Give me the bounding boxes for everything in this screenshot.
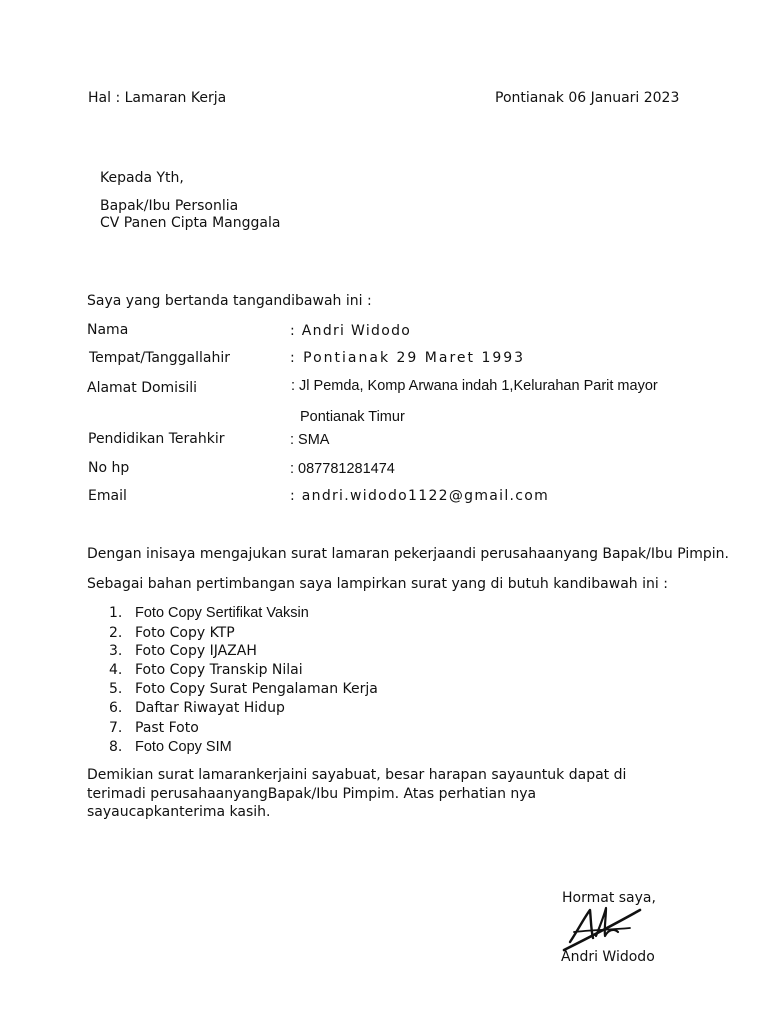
body-paragraph-1: Dengan inisaya mengajukan surat lamaran pekerjaandi perusahaanyang Bapak/Ibu Pimpin.	[87, 546, 729, 562]
body-paragraph-2: Sebagai bahan pertimbangan saya lampirkan surat yang di butuh kandibawah ini :	[87, 576, 668, 592]
list-number: 4.	[109, 662, 123, 678]
list-number: 2.	[109, 625, 123, 641]
list-item	[109, 642, 257, 660]
education-value: : SMA	[290, 432, 330, 448]
birth-value: : Pontianak 29 Maret 1993	[290, 350, 526, 366]
list-item	[109, 624, 235, 642]
list-item	[109, 661, 303, 679]
list-number: 5.	[109, 681, 123, 697]
name-value: : Andri Widodo	[290, 323, 412, 339]
list-item	[109, 699, 285, 717]
name-label: Nama	[87, 322, 129, 338]
list-text: Foto Copy Transkip Nilai	[135, 662, 303, 678]
subject-line: Hal : Lamaran Kerja	[88, 90, 227, 106]
list-number: 3.	[109, 643, 123, 659]
list-text: Daftar Riwayat Hidup	[135, 700, 285, 716]
email-value: : andri.widodo1122@gmail.com	[290, 488, 550, 504]
recipient-line-2: CV Panen Cipta Manggala	[100, 215, 281, 231]
handwritten-signature	[560, 896, 650, 956]
list-text: Past Foto	[135, 720, 199, 736]
place-date: Pontianak 06 Januari 2023	[495, 90, 680, 106]
list-text: Foto Copy KTP	[135, 625, 235, 641]
list-number: 6.	[109, 700, 123, 716]
address-value-line-1: : Jl Pemda, Komp Arwana indah 1,Kelurahan Parit mayor	[291, 378, 658, 394]
list-text: Foto Copy Sertifikat Vaksin	[135, 605, 309, 621]
list-text: Foto Copy SIM	[135, 739, 232, 755]
recipient-line-1: Bapak/Ibu Personlia	[100, 198, 239, 214]
list-number: 7.	[109, 720, 123, 736]
list-text: Foto Copy IJAZAH	[135, 643, 257, 659]
signer-name: Andri Widodo	[561, 949, 655, 965]
closing-line-3: sayaucapkanterima kasih.	[87, 804, 271, 820]
education-label: Pendidikan Terahkir	[88, 431, 225, 447]
list-number: 1.	[109, 605, 123, 621]
list-item	[109, 604, 309, 622]
email-label: Email	[88, 488, 127, 504]
intro-text: Saya yang bertanda tangandibawah ini :	[87, 293, 372, 309]
phone-value: : 087781281474	[290, 461, 395, 477]
list-text: Foto Copy Surat Pengalaman Kerja	[135, 681, 378, 697]
regards-text: Hormat saya,	[562, 890, 656, 906]
list-item	[109, 680, 378, 698]
list-item	[109, 719, 199, 737]
address-value-line-2: Pontianak Timur	[300, 409, 405, 425]
address-label: Alamat Domisili	[87, 380, 198, 396]
list-item	[109, 738, 232, 756]
birth-label: Tempat/Tanggallahir	[89, 350, 231, 366]
list-number: 8.	[109, 739, 123, 755]
recipient-greeting: Kepada Yth,	[100, 170, 184, 186]
phone-label: No hp	[88, 460, 130, 476]
closing-line-1: Demikian surat lamarankerjaini sayabuat, besar harapan sayauntuk dapat di	[87, 767, 627, 783]
closing-line-2: terimadi perusahaanyangBapak/Ibu Pimpim. Atas perhatian nya	[87, 786, 537, 802]
